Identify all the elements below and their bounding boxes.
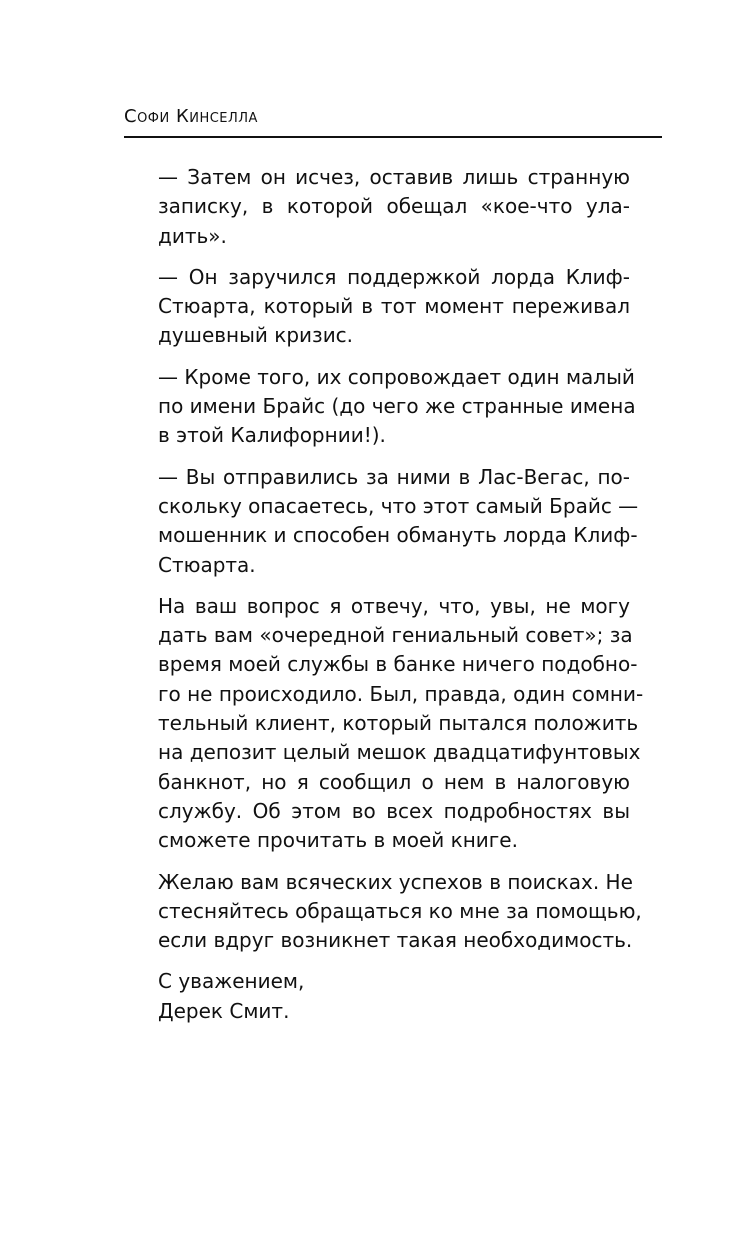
text-line: Желаю вам всяческих успехов в поисках. Не [158, 869, 633, 894]
text-line: дить». [158, 223, 227, 248]
text-line: по имени Брайс (до чего же странные имена [158, 394, 636, 419]
text-line: на депозит целый мешок двадцатифунтовых [158, 740, 641, 765]
text-line: — Затем он исчез, оставив лишь странную [158, 165, 630, 189]
text-line: записку, в которой обещал «кое-что ула- [158, 194, 630, 219]
text-line: На ваш вопрос я отвечу, что, увы, не могу [158, 593, 630, 618]
signoff [158, 967, 630, 1026]
text-line: мошенник и способен обмануть лорда Клиф- [158, 523, 638, 548]
running-head: Софи Кинселла [124, 106, 258, 127]
text-line: Стюарта, который в тот момент переживал [158, 294, 630, 319]
text-line: время моей службы в банке ничего подобно- [158, 652, 638, 677]
paragraph [158, 263, 630, 351]
text-line: — Кроме того, их сопровождает один малый [158, 364, 635, 389]
text-line: — Он заручился поддержкой лорда Клиф- [158, 264, 630, 289]
text-line: банкнот, но я сообщил о нем в налоговую [158, 769, 630, 794]
text-line: службу. Об этом во всех подробностях вы [158, 798, 630, 823]
paragraph [158, 868, 642, 956]
paragraph [158, 463, 639, 580]
text-line: дать вам «очередной гениальный совет»; за [158, 623, 633, 648]
text-line: если вдруг возникнет такая необходимость. [158, 928, 633, 953]
paragraph [158, 163, 630, 251]
text-line: сможете прочитать в моей книге. [158, 828, 518, 853]
header-rule [124, 136, 662, 138]
paragraph [158, 592, 644, 856]
text-line: стесняйтесь обращаться ко мне за помощью, [158, 898, 642, 923]
paragraph [158, 363, 636, 451]
text-line: тельный клиент, который пытался положить [158, 711, 639, 736]
text-line: душевный кризис. [158, 323, 354, 348]
text-line: скольку опасаетесь, что этот самый Брайс — [158, 493, 639, 518]
text-line: — Вы отправились за ними в Лас-Вегас, по- [158, 464, 630, 489]
letter-body [158, 163, 644, 1026]
text-line: в этой Калифорнии!). [158, 423, 386, 448]
signoff-closing: С уважением, [158, 969, 305, 994]
text-line: Стюарта. [158, 552, 256, 577]
text-line: го не происходило. Был, правда, один сомни- [158, 681, 644, 706]
signoff-signature: Дерек Смит. [158, 998, 290, 1023]
